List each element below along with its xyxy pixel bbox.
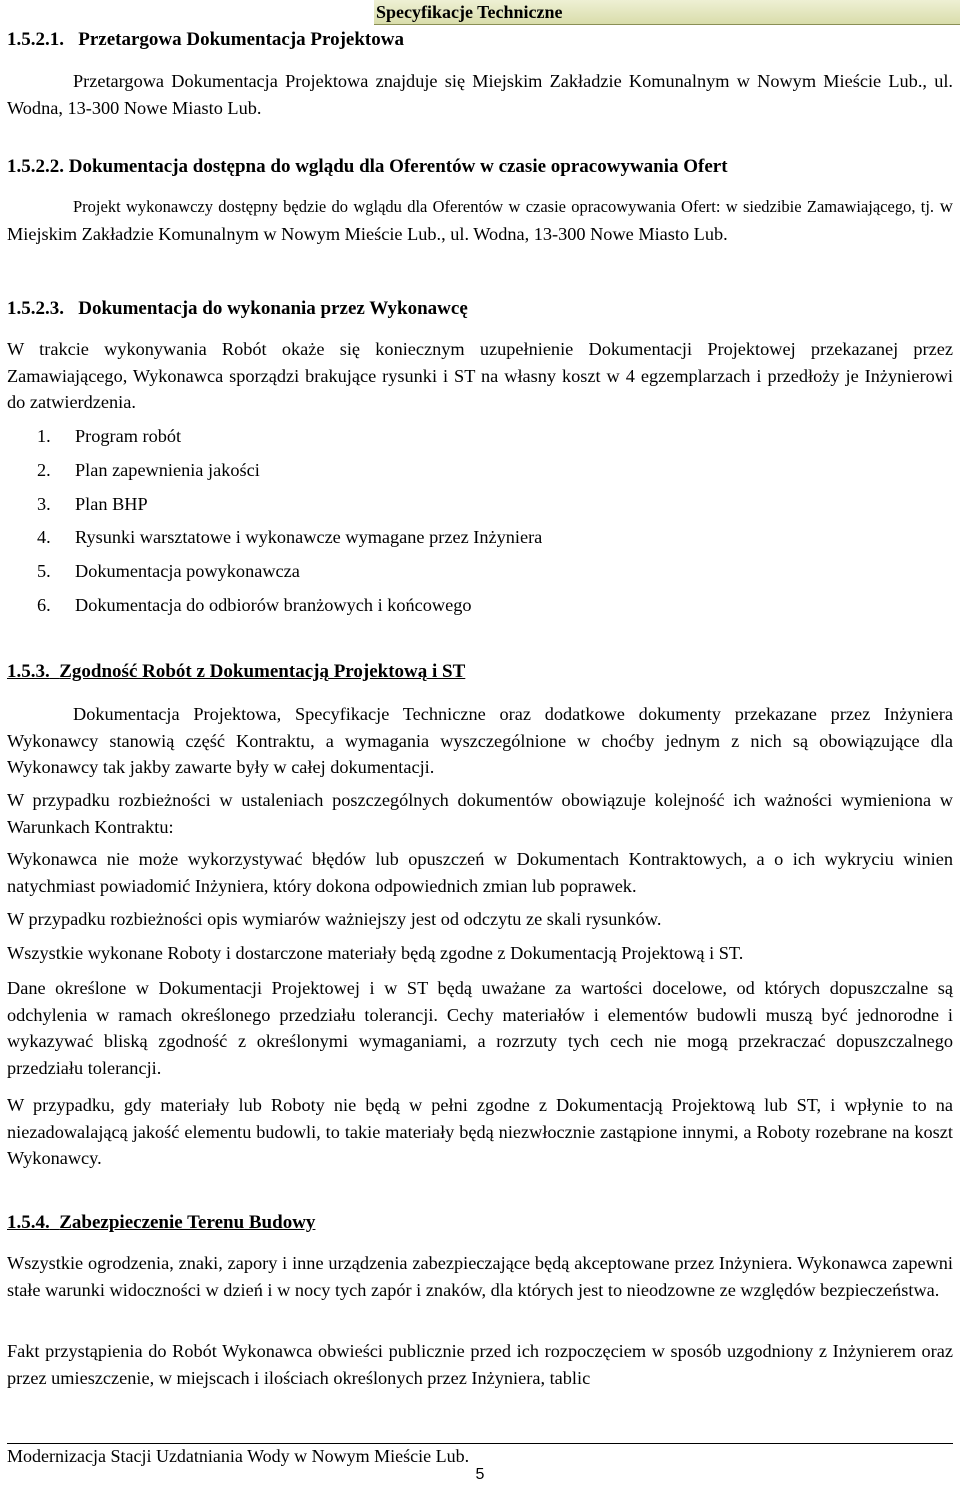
heading-1-5-2-2 (7, 155, 728, 179)
heading-number: 1.5.2.1. (7, 29, 64, 50)
paragraph: Dane określone w Dokumentacji Projektowej i w ST będą uważane za wartości docelowe, od których dopuszczalne są odchylenia w ramach określonego przedziału tolerancji. Cechy materiałów i elementów budowli muszą być jednorodne i wykazywać bliską zgodność z określonymi wymaganiami, a rozrzuty tych cech nie mogą przekraczać dopuszczalnego przedziału tolerancji. (7, 978, 953, 1078)
header-title: Specyfikacje Techniczne (376, 2, 563, 22)
list-item: 5. Dokumentacja powykonawcza (37, 561, 300, 582)
paragraph: W przypadku rozbieżności opis wymiarów ważniejszy jest od odczytu ze skali rysunków. (7, 909, 662, 929)
paragraph: W przypadku, gdy materiały lub Roboty nie będą w pełni zgodne z Dokumentacją Projektową lub ST, i wpłynie to na niezadowalającą jakość elementu budowli, to takie materiały będą niezwłocznie zastąpione innymi, a Roboty rozebrane na koszt Wykonawcy. (7, 1095, 953, 1169)
heading-title: Zabezpieczenie Terenu Budowy (59, 1212, 316, 1233)
list-item: 6. Dokumentacja do odbiorów branżowych i końcowego (37, 594, 472, 615)
footer-text: Modernizacja Stacji Uzdatniania Wody w Nowym Mieście Lub. (7, 1446, 470, 1466)
heading-1-5-2-3 (7, 297, 468, 321)
paragraph: Wszystkie wykonane Roboty i dostarczone materiały będą zgodne z Dokumentacją Projektową i ST. (7, 943, 744, 963)
list-item: 2. Plan zapewnienia jakości (37, 459, 260, 480)
heading-number: 1.5.2.2. (7, 156, 64, 177)
paragraph: W przypadku rozbieżności w ustaleniach poszczególnych dokumentów obowiązuje kolejność ich ważności wymieniona w Warunkach Kontraktu: (7, 790, 953, 837)
heading-title: Przetargowa Dokumentacja Projektowa (78, 29, 404, 50)
heading-title: Dokumentacja do wykonania przez Wykonawcę (78, 298, 468, 319)
heading-1-5-3 (7, 660, 465, 684)
paragraph: Wykonawca nie może wykorzystywać błędów lub opuszczeń w Dokumentach Kontraktowych, a o ich wykryciu winien natychmiast powiadomić Inżyniera, który dokona odpowiednich zmian lub poprawek. (7, 849, 953, 896)
heading-1-5-4 (7, 1211, 315, 1235)
heading-number: 1.5.3. (7, 661, 50, 682)
heading-number: 1.5.4. (7, 1212, 50, 1233)
paragraph: Fakt przystąpienia do Robót Wykonawca obwieści publicznie przed ich rozpoczęciem w sposób uzgodniony z Inżynierem oraz przez umieszczenie, w miejscach i ilościach określonych przez Inżyniera, tablic (7, 1341, 953, 1388)
numbered-list (37, 420, 542, 623)
running-header (374, 0, 960, 25)
footer-divider (7, 1443, 953, 1444)
page-number: 5 (475, 1466, 485, 1483)
paragraph-part: w Miejskim Zakładzie Komunalnym w Nowym Mieście Lub., ul. Wodna, 13-300 Nowe Miasto Lub. (7, 196, 953, 244)
paragraph: W trakcie wykonywania Robót okaże się koniecznym uzupełnienie Dokumentacji Projektowej przekazanej przez Zamawiającego, Wykonawca sporządzi brakujące rysunki i ST na własny koszt w 4 egzemplarzach i przedłoży je Inżynierowi do zatwierdzenia. (7, 339, 953, 413)
paragraph: Przetargowa Dokumentacja Projektowa znajduje się Miejskim Zakładzie Komunalnym w Nowym Mieście Lub., ul. Wodna, 13-300 Nowe Miasto Lub. (7, 71, 953, 118)
heading-number: 1.5.2.3. (7, 298, 64, 319)
heading-title: Dokumentacja dostępna do wglądu dla Oferentów w czasie opracowywania Ofert (68, 156, 728, 177)
paragraph: Wszystkie ogrodzenia, znaki, zapory i inne urządzenia zabezpieczające będą akceptowane przez Inżyniera. Wykonawca zapewni stałe warunki widoczności w dzień i w nocy tych zapór i znaków, dla których jest to nieodzowne ze względów bezpieczeństwa. (7, 1253, 953, 1300)
heading-title: Zgodność Robót z Dokumentacją Projektową i ST (59, 661, 466, 682)
paragraph-part-small: Projekt wykonawczy dostępny będzie do wglądu dla Oferentów w czasie opracowywania Ofert: w siedzibie Zamawiającego, tj. (73, 197, 935, 216)
list-item: 4. Rysunki warsztatowe i wykonawcze wymagane przez Inżyniera (37, 527, 543, 548)
list-item: 1. Program robót (37, 426, 182, 446)
paragraph: Dokumentacja Projektowa, Specyfikacje Techniczne oraz dodatkowe dokumenty przekazane przez Inżyniera Wykonawcy stanowią część Kontraktu, a wymagania wyszczególnione w choćby jednym z nich są obowiązujące dla Wykonawcy tak jakby zawarte były w całej dokumentacji. (7, 704, 953, 778)
heading-1-5-2-1 (7, 28, 404, 52)
list-item: 3. Plan BHP (37, 493, 148, 514)
paragraph (7, 193, 953, 247)
